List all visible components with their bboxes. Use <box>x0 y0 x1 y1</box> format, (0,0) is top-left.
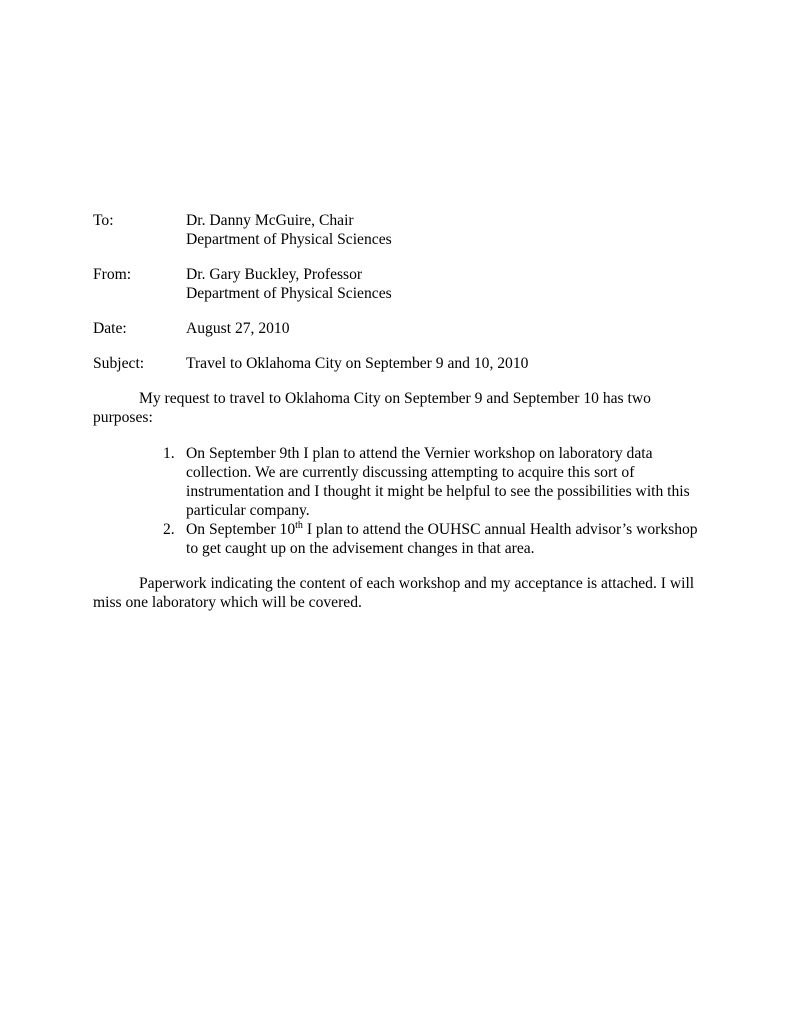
from-department: Department of Physical Sciences <box>186 285 392 302</box>
list-item-text-after: I plan to attend the OUHSC annual Health advisor’s workshop to get caught up on the advisement changes in that area. <box>186 521 698 557</box>
from-label: From: <box>93 266 132 283</box>
subject-field <box>93 354 705 373</box>
date-label: Date: <box>93 320 127 337</box>
intro-paragraph: My request to travel to Oklahoma City on September 9 and September 10 has two purposes: <box>93 390 651 426</box>
closing-paragraph: Paperwork indicating the content of each workshop and my acceptance is attached. I will miss one laboratory which will be covered. <box>93 575 695 611</box>
list-item-text: On September 9th I plan to attend the Vernier workshop on laboratory data collection. We are currently discussing attempting to acquire this sort of instrumentation and I thought it might be helpful to see the possibilities with this particular company. <box>186 445 690 519</box>
subject-label: Subject: <box>93 355 145 372</box>
list-item-number: 1. <box>163 445 175 462</box>
ordinal-superscript: th <box>295 519 303 531</box>
to-label: To: <box>93 212 114 229</box>
list-item-text-before: On September 10 <box>186 521 296 538</box>
purpose-list <box>93 444 705 558</box>
to-name: Dr. Danny McGuire, Chair <box>186 212 354 229</box>
from-name: Dr. Gary Buckley, Professor <box>186 266 363 283</box>
list-item <box>93 520 705 558</box>
date-field <box>93 319 705 338</box>
list-item-number: 2. <box>163 521 175 538</box>
to-field <box>93 211 705 249</box>
from-field <box>93 265 705 303</box>
to-department: Department of Physical Sciences <box>186 231 392 248</box>
date-text: August 27, 2010 <box>186 320 290 337</box>
from-value <box>186 265 705 303</box>
subject-value <box>186 354 705 373</box>
memo <box>93 211 705 612</box>
subject-text: Travel to Oklahoma City on September 9 and 10, 2010 <box>186 355 529 372</box>
to-value <box>186 211 705 249</box>
date-value <box>186 319 705 338</box>
list-item <box>93 444 705 520</box>
